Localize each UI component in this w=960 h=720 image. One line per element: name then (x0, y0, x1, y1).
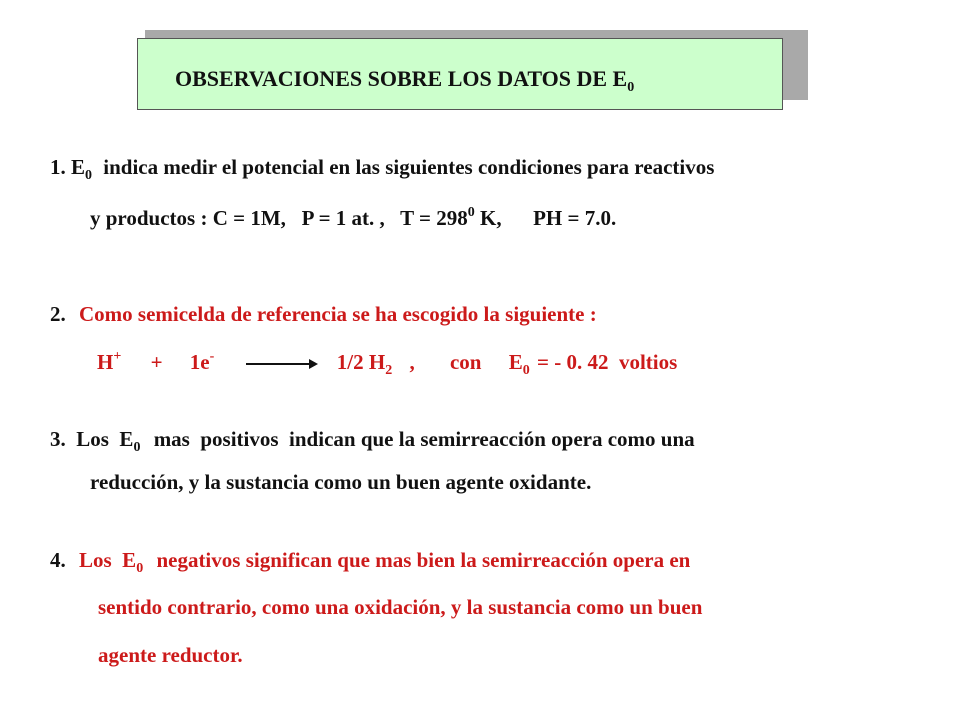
reaction-plus: + (150, 350, 163, 374)
item2-num: 2. (50, 302, 66, 326)
item2-text: Como semicelda de referencia se ha escogido la siguiente : (79, 302, 597, 326)
item1-line1 (50, 155, 715, 183)
item3-line2: reducción, y la sustancia como un buen agente oxidante. (90, 470, 592, 494)
reaction-product: 1/2 H (336, 350, 386, 374)
reaction-electron-charge: - (209, 349, 215, 364)
reaction-e0: E (508, 350, 523, 374)
item3-pre: 3. Los E (50, 427, 134, 451)
reaction-value: = - 0. 42 voltios (536, 350, 678, 374)
item1-conditions-a: y productos : C = 1M, P = 1 at. , T = 298 (90, 206, 468, 230)
title-sub: 0 (627, 80, 635, 95)
item4-pre: Los E (79, 548, 137, 572)
item1-text: indica medir el potencial en las siguientes condiciones para reactivos (103, 155, 715, 179)
item2-line1 (50, 302, 597, 327)
reaction-h: H (97, 350, 114, 374)
reaction-arrow-icon (246, 359, 318, 369)
reaction-con: con (449, 350, 482, 374)
item4-post: negativos significan que mas bien la semirreacción opera en (156, 548, 691, 572)
item1-e-sub: 0 (85, 168, 93, 183)
item4-line2: sentido contrario, como una oxidación, y la sustancia como un buen (98, 595, 703, 619)
title-main: OBSERVACIONES SOBRE LOS DATOS DE E (175, 66, 628, 91)
item4-line1 (50, 548, 691, 576)
item1-e: E (71, 155, 86, 179)
reaction-h-charge: + (113, 349, 122, 364)
item3-line1 (50, 427, 695, 455)
reaction-electron: 1e (189, 350, 210, 374)
reaction-comma: , (409, 350, 415, 374)
item2-reaction (97, 349, 678, 378)
item3-post: mas positivos indican que la semirreacción opera como una (153, 427, 695, 451)
reaction-product-sub: 2 (385, 363, 393, 378)
item4-line3: agente reductor. (98, 643, 243, 667)
item4-e-sub: 0 (136, 561, 144, 576)
page-title (175, 66, 635, 95)
reaction-e0-sub: 0 (522, 363, 530, 378)
item1-num: 1. (50, 155, 66, 179)
item1-line2 (90, 206, 616, 231)
item1-conditions-b: K, PH = 7.0. (474, 206, 617, 230)
item3-e-sub: 0 (133, 440, 141, 455)
item4-num: 4. (50, 548, 66, 572)
item1-degree: 0 (467, 205, 475, 220)
